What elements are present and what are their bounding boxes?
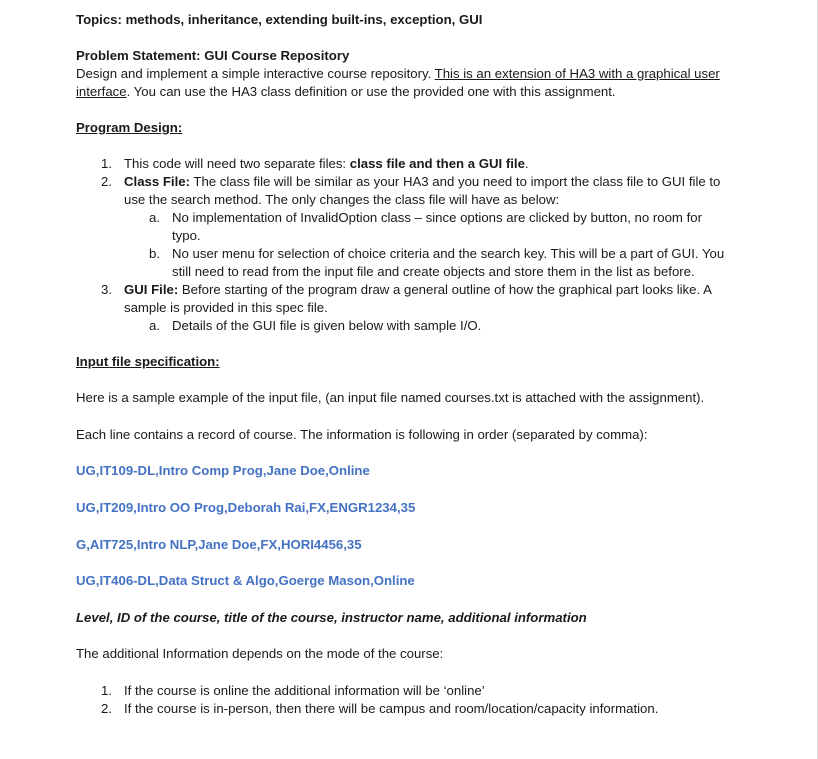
design-item-2-text: The class file will be similar as your HA3 and you need to import the class file to GUI file to: [189, 174, 721, 189]
topics-line: Topics: methods, inheritance, extending built-ins, exception, GUI: [76, 12, 483, 27]
program-design-heading: Program Design:: [76, 120, 183, 135]
list-marker: 1.: [101, 156, 112, 171]
design-item-2-line-2: use the search method. The only changes the class file will have as below:: [124, 192, 560, 207]
design-item-2-bold: Class File:: [124, 174, 190, 189]
list-marker: 1.: [101, 683, 112, 698]
list-marker: 2.: [101, 701, 112, 716]
design-item-1-plain: This code will need two separate files:: [124, 156, 350, 171]
input-spec-each-line: Each line contains a record of course. The information is following in order (separated by comma):: [76, 427, 648, 442]
design-subitem-2a-line-2: typo.: [172, 228, 201, 243]
problem-line-1: [76, 65, 720, 83]
sample-record: UG,IT209,Intro OO Prog,Deborah Rai,FX,ENGR1234,35: [76, 500, 416, 515]
list-marker: 2.: [101, 174, 112, 189]
rule-item-2: If the course is in-person, then there will be campus and room/location/capacity information.: [124, 701, 659, 716]
additional-info-intro: The additional Information depends on the mode of the course:: [76, 646, 444, 661]
design-subitem-2b-line-1: No user menu for selection of choice criteria and the search key. This will be a part of GUI. You: [172, 246, 725, 261]
problem-line-2: [76, 83, 616, 101]
list-marker: b.: [149, 246, 160, 261]
design-item-3-bold: GUI File:: [124, 282, 179, 297]
design-item-1: [124, 155, 529, 173]
input-spec-heading: Input file specification:: [76, 354, 220, 369]
input-spec-intro: Here is a sample example of the input file, (an input file named courses.txt is attached with the assignment).: [76, 390, 705, 405]
record-fields: Level, ID of the course, title of the course, instructor name, additional information: [76, 610, 587, 625]
problem-line-1-underlined: This is an extension of HA3 with a graphical user: [434, 66, 720, 81]
problem-line-1-plain: Design and implement a simple interactive course repository.: [76, 66, 435, 81]
sample-record: UG,IT109-DL,Intro Comp Prog,Jane Doe,Online: [76, 463, 370, 478]
list-marker: a.: [149, 210, 160, 225]
design-subitem-2a-line-1: No implementation of InvalidOption class – since options are clicked by button, no room for: [172, 210, 702, 225]
design-item-1-bold: class file and then a GUI file: [349, 156, 525, 171]
rule-item-1: If the course is online the additional information will be ‘online’: [124, 683, 485, 698]
sample-record: G,AIT725,Intro NLP,Jane Doe,FX,HORI4456,35: [76, 537, 362, 552]
design-subitem-3a-line-1: Details of the GUI file is given below with sample I/O.: [172, 318, 482, 333]
design-item-3-text: Before starting of the program draw a general outline of how the graphical part looks like. A: [178, 282, 712, 297]
problem-heading: Problem Statement: GUI Course Repository: [76, 48, 350, 63]
design-item-3-line-1: [124, 281, 712, 299]
list-marker: a.: [149, 318, 160, 333]
design-subitem-2b-line-2: still need to read from the input file and create objects and store them in the list as before.: [172, 264, 695, 279]
problem-line-2-plain: . You can use the HA3 class definition or use the provided one with this assignment.: [126, 84, 616, 99]
list-marker: 3.: [101, 282, 112, 297]
design-item-1-end: .: [524, 156, 529, 171]
design-item-2-line-1: [124, 173, 720, 191]
sample-record: UG,IT406-DL,Data Struct & Algo,Goerge Mason,Online: [76, 573, 415, 588]
problem-line-2-underlined: interface: [76, 84, 127, 99]
design-item-3-line-2: sample is provided in this spec file.: [124, 300, 328, 315]
